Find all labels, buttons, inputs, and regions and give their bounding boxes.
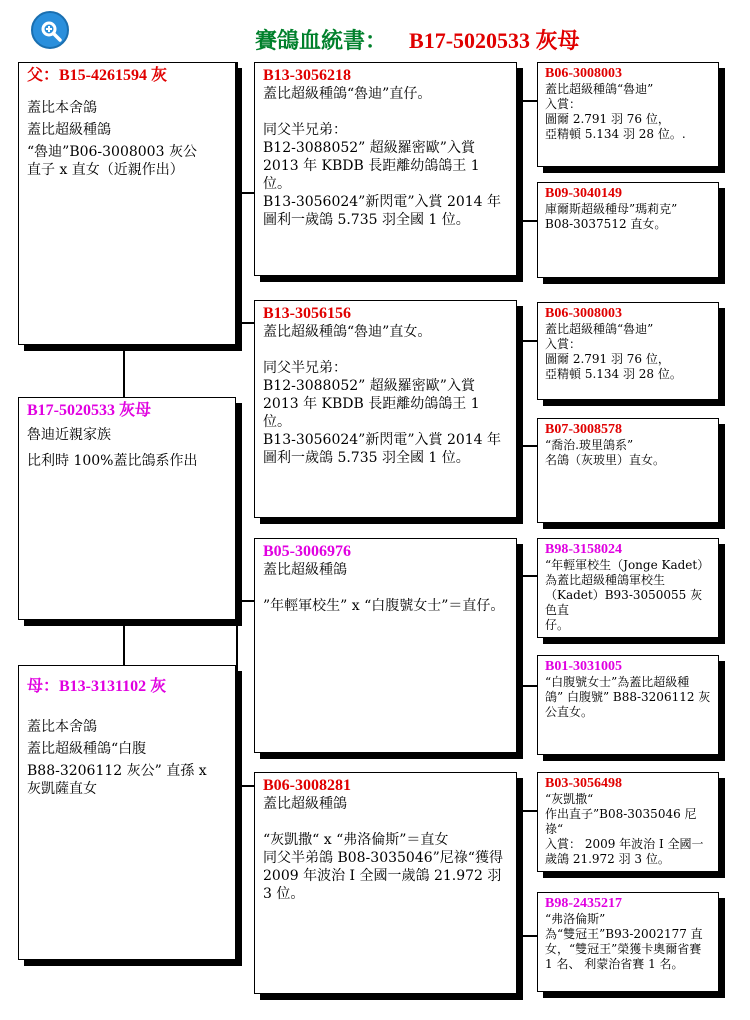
connector-line	[517, 100, 519, 220]
ancestor-card	[537, 302, 719, 400]
ancestor-line: B08-3037512 直女。	[545, 217, 667, 231]
connector-line	[236, 600, 238, 785]
connector-line	[517, 810, 519, 935]
ancestor-ring: B01-3031005	[545, 659, 622, 674]
ancestor-line: “白腹號女士”為蓋比超級種	[545, 675, 690, 689]
ancestor-card	[537, 538, 719, 638]
ancestor-line: “喬治.玻里鴿系”	[545, 438, 634, 452]
ancestor-ring: B98-2435217	[545, 896, 622, 911]
ancestor-line: 作出直子”B08-3035046 尼祿“	[545, 807, 697, 836]
page-title	[255, 24, 580, 55]
ancestor-line: 亞精頓 5.134 羽 28 位。	[545, 367, 682, 381]
granddam-line: 蓋比超級種鴿	[263, 796, 347, 812]
ancestor-line: “灰凱撒“	[545, 792, 594, 806]
subject-line: 魯迪近親家族	[27, 427, 111, 443]
grandsire-ring: B13-3056218	[263, 67, 351, 84]
granddam-card	[254, 772, 517, 994]
granddam-line: 同父半弟鴿 B08-3035046”尼祿“獲得	[263, 850, 503, 866]
grandsire-line: 蓋比超級種鴿“魯迪”直仔。	[263, 86, 432, 102]
title-label: 賽鴿血統書：	[255, 28, 388, 53]
dam-card	[18, 665, 236, 960]
sire-line: 蓋比超級種鴿	[27, 122, 111, 138]
ancestor-line: 仔。	[545, 618, 570, 632]
subject-card	[18, 397, 236, 620]
grandsire-dam-line: 同父半兄弟：	[263, 360, 347, 376]
ancestor-line: 女，“雙冠王”榮獲卡奧爾省賽	[545, 942, 702, 956]
connector-line	[517, 685, 537, 687]
connector-line	[517, 445, 537, 447]
connector-line	[236, 192, 254, 194]
connector-line	[517, 575, 537, 577]
connector-line	[517, 220, 537, 222]
ancestor-line: 公直女。	[545, 705, 594, 719]
ancestor-card	[537, 418, 719, 523]
ancestor-line: 入賞：	[545, 97, 582, 111]
ancestor-ring: B98-3158024	[545, 542, 622, 557]
dam-ring: 母：B13-3131102 灰	[27, 678, 167, 695]
grandsire-line: B13-3056024”新閃電”入賞 2014 年圖利一歲鴿 5.735 羽全國 1 位。	[263, 194, 502, 228]
ancestor-line: 名鴿（灰玻里）直女。	[545, 453, 666, 467]
granddam-line: “灰凱撒“ x “弗洛倫斯”＝直女	[263, 832, 449, 848]
sire-line: 蓋比本舍鴿	[27, 100, 97, 116]
dam-line: B88-3206112 灰公” 直孫 x	[27, 763, 207, 779]
connector-line	[517, 575, 519, 685]
ancestor-ring: B06-3008003	[545, 306, 622, 321]
ancestor-ring: B03-3056498	[545, 776, 622, 791]
sire-line: “魯迪”B06-3008003 灰公	[27, 144, 197, 160]
granddam-ring: B06-3008281	[263, 777, 351, 794]
magnifier-icon	[39, 19, 63, 43]
granddam-sire-line: ”年輕軍校生” x “白腹號女士”＝直仔。	[263, 598, 505, 614]
ancestor-line: 1 名、 利蒙治省賽 1 名。	[545, 957, 684, 971]
ancestor-line: （Kadet）B93-3050055 灰色直	[545, 588, 703, 617]
ancestor-line: “弗洛倫斯”	[545, 912, 606, 926]
subject-ring: B17-5020533 灰母	[27, 402, 152, 419]
dam-line: 蓋比本舍鴿	[27, 719, 97, 735]
grandsire-card	[254, 62, 517, 276]
grandsire-dam-ring: B13-3056156	[263, 305, 351, 322]
ancestor-line: 庫爾斯超級種母”瑪莉克”	[545, 202, 678, 216]
grandsire-dam-line: B13-3056024”新閃電”入賞 2014 年圖利一歲鴿 5.735 羽全國 1 位。	[263, 432, 502, 466]
ancestor-line: 為“雙冠王”B93-2002177 直	[545, 927, 703, 941]
ancestor-line: 亞精頓 5.134 羽 28 位。.	[545, 127, 686, 141]
ancestor-card	[537, 655, 719, 755]
connector-line	[123, 620, 125, 665]
connector-line	[517, 935, 537, 937]
ancestor-card	[537, 62, 719, 167]
ancestor-card	[537, 892, 719, 992]
granddam-sire-card	[254, 538, 517, 753]
ancestor-ring: B09-3040149	[545, 186, 622, 201]
dam-line: 灰凱薩直女	[27, 781, 97, 797]
connector-line	[236, 785, 254, 787]
ancestor-line: 入賞：	[545, 337, 582, 351]
connector-line	[517, 340, 537, 342]
sire-ring: 父：B15-4261594 灰	[27, 67, 168, 84]
ancestor-ring: B07-3008578	[545, 422, 622, 437]
grandsire-dam-line: 蓋比超級種鴿“魯迪”直女。	[263, 324, 432, 340]
ancestor-line: 圖爾 2.791 羽 76 位，	[545, 352, 670, 366]
granddam-line: 2009 年波治 I 全國一歲鴿 21.972 羽 3 位。	[263, 868, 506, 902]
grandsire-line: B12-3088052” 超級羅密歐”入賞 2013 年 KBDB 長距離幼鴿鴿王 1 位。	[263, 140, 485, 192]
ancestor-line: 蓋比超級種鴿“魯迪”	[545, 82, 654, 96]
connector-line	[123, 345, 125, 397]
ancestor-line: 歲鴿 21.972 羽 3 位。	[545, 852, 670, 866]
ancestor-line: 圖爾 2.791 羽 76 位，	[545, 112, 670, 126]
grandsire-dam-line: B12-3088052” 超級羅密歐”入賞 2013 年 KBDB 長距離幼鴿鴿王 1 位。	[263, 378, 485, 430]
grandsire-dam-card	[254, 300, 517, 518]
ancestor-line: 入賞： 2009 年波治 I 全國一	[545, 837, 704, 851]
subject-line: 比利時 100%蓋比鴿系作出	[27, 453, 198, 469]
dam-line: 蓋比超級種鴿“白腹	[27, 741, 147, 757]
zoom-button[interactable]	[31, 11, 69, 49]
ancestor-line: 鴿” 白腹號” B88-3206112 灰	[545, 690, 711, 704]
connector-line	[517, 810, 537, 812]
granddam-sire-line: 蓋比超級種鴿	[263, 562, 347, 578]
sire-card	[18, 62, 236, 345]
ancestor-line: “年輕軍校生（Jonge Kadet）	[545, 558, 710, 572]
connector-line	[236, 322, 254, 324]
connector-line	[517, 100, 537, 102]
sire-line: 直子 x 直女（近親作出）	[27, 162, 184, 178]
title-ring: B17-5020533 灰母	[409, 28, 580, 53]
connector-line	[517, 340, 519, 445]
connector-line	[236, 600, 254, 602]
ancestor-card	[537, 772, 719, 872]
ancestor-line: 蓋比超級種鴿“魯迪”	[545, 322, 654, 336]
ancestor-line: 為蓋比超級種鴿軍校生	[545, 573, 666, 587]
granddam-sire-ring: B05-3006976	[263, 543, 351, 560]
ancestor-card	[537, 182, 719, 278]
grandsire-line: 同父半兄弟：	[263, 122, 347, 138]
ancestor-ring: B06-3008003	[545, 66, 622, 81]
